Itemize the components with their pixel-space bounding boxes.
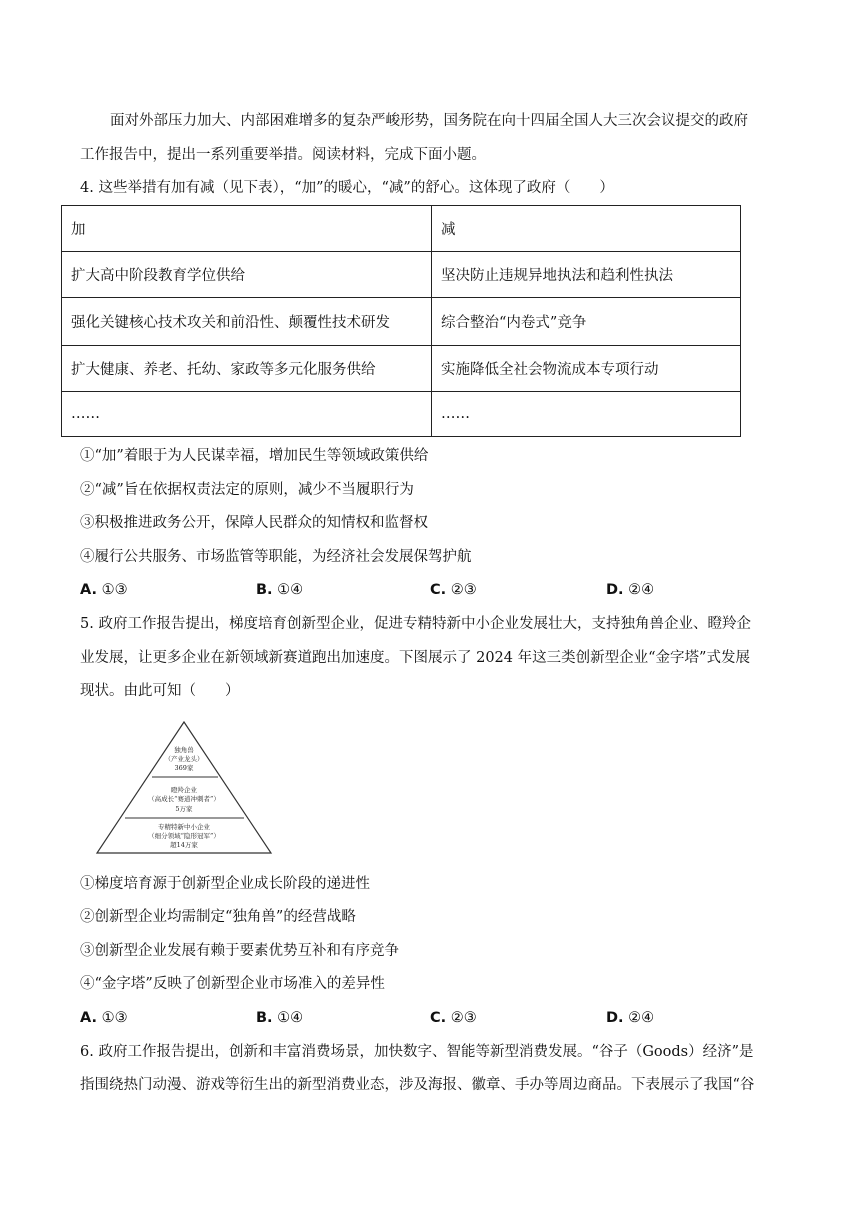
q4-option-c[interactable] bbox=[430, 580, 477, 600]
option-letter: A. bbox=[80, 1010, 97, 1026]
option-letter: C. bbox=[430, 1010, 447, 1026]
q5-option-a[interactable] bbox=[80, 1008, 128, 1028]
table-cell: 综合整治“内卷式”竞争 bbox=[432, 298, 741, 346]
table-cell: 扩大高中阶段教育学位供给 bbox=[62, 252, 432, 298]
q4-statement-3: ③积极推进政务公开，保障人民群众的知情权和监督权 bbox=[80, 515, 428, 531]
q5-stem-line-3: 现状。由此可知（ ） bbox=[80, 683, 240, 699]
table-row bbox=[62, 346, 741, 392]
intro-line-1: 面对外部压力加大、内部困难增多的复杂严峻形势，国务院在向十四届全国人大三次会议提交的政府 bbox=[110, 113, 748, 129]
table-cell: 扩大健康、养老、托幼、家政等多元化服务供给 bbox=[62, 346, 432, 392]
tier-3-name: 专精特新中小企业 bbox=[158, 823, 210, 831]
q4-statement-2: ②“减”旨在依据权责法定的原则，减少不当履职行为 bbox=[80, 482, 414, 498]
option-text: ②④ bbox=[628, 1010, 655, 1026]
option-letter: D. bbox=[606, 582, 624, 598]
q6-stem-line-1: 6. 政府工作报告提出，创新和丰富消费场景，加快数字、智能等新型消费发展。“谷子（Goods）经济”是 bbox=[80, 1044, 754, 1060]
option-text: ②③ bbox=[450, 582, 477, 598]
q4-stem: 4. 这些举措有加有减（见下表），“加”的暖心，“减”的舒心。这体现了政府（ ） bbox=[80, 180, 614, 196]
add-subtract-table bbox=[61, 205, 741, 437]
table-header-row bbox=[62, 206, 741, 252]
table-header-add: 加 bbox=[62, 206, 432, 252]
q4-option-b[interactable] bbox=[256, 580, 303, 600]
q4-option-a[interactable] bbox=[80, 580, 128, 600]
tier-3-desc: （细分领域“隐形冠军”） bbox=[148, 832, 220, 840]
q5-statement-1: ①梯度培育源于创新型企业成长阶段的递进性 bbox=[80, 876, 370, 892]
option-text: ①③ bbox=[101, 1010, 128, 1026]
table-cell: 实施降低全社会物流成本专项行动 bbox=[432, 346, 741, 392]
q5-statement-4: ④“金字塔”反映了创新型企业市场准入的差异性 bbox=[80, 976, 385, 992]
q5-stem-line-2: 业发展，让更多企业在新领域新赛道跑出加速度。下图展示了 2024 年这三类创新型企业“金字塔”式发展 bbox=[80, 650, 750, 666]
option-letter: A. bbox=[80, 582, 97, 598]
table-row bbox=[62, 392, 741, 437]
table-row bbox=[62, 252, 741, 298]
table-cell: …… bbox=[62, 392, 432, 437]
q5-statement-2: ②创新型企业均需制定“独角兽”的经营战略 bbox=[80, 909, 356, 925]
tier-2-desc: （高成长“赛道冲刺者”） bbox=[148, 795, 220, 803]
option-letter: B. bbox=[256, 1010, 273, 1026]
tier-2-name: 瞪羚企业 bbox=[171, 786, 197, 794]
tier-1-name: 独角兽 bbox=[174, 746, 194, 754]
q4-option-d[interactable] bbox=[606, 580, 654, 600]
intro-line-2: 工作报告中，提出一系列重要举措。阅读材料，完成下面小题。 bbox=[80, 147, 486, 163]
tier-1-desc: （产业龙头） bbox=[164, 755, 204, 763]
option-letter: C. bbox=[430, 582, 447, 598]
q4-statement-1: ①“加”着眼于为人民谋幸福，增加民生等领域政策供给 bbox=[80, 448, 429, 464]
option-text: ①④ bbox=[277, 1010, 304, 1026]
tier-3-count: 超14万家 bbox=[170, 841, 198, 849]
q5-option-b[interactable] bbox=[256, 1008, 303, 1028]
tier-1-count: 369家 bbox=[174, 764, 194, 772]
option-text: ①④ bbox=[277, 582, 304, 598]
table-header-subtract: 减 bbox=[432, 206, 741, 252]
q5-option-d[interactable] bbox=[606, 1008, 654, 1028]
option-text: ①③ bbox=[101, 582, 128, 598]
option-letter: B. bbox=[256, 582, 273, 598]
q5-statement-3: ③创新型企业发展有赖于要素优势互补和有序竞争 bbox=[80, 943, 399, 959]
option-text: ②③ bbox=[450, 1010, 477, 1026]
q6-stem-line-2: 指围绕热门动漫、游戏等衍生出的新型消费业态，涉及海报、徽章、手办等周边商品。下表展示了我国“谷 bbox=[80, 1077, 755, 1093]
table-cell: 坚决防止违规异地执法和趋利性执法 bbox=[432, 252, 741, 298]
q5-option-c[interactable] bbox=[430, 1008, 477, 1028]
table-cell: …… bbox=[432, 392, 741, 437]
q5-stem-line-1: 5. 政府工作报告提出，梯度培育创新型企业，促进专精特新中小企业发展壮大，支持独角兽企业、瞪羚企 bbox=[80, 616, 751, 632]
tier-2-count: 5万家 bbox=[175, 805, 193, 813]
table-cell: 强化关键核心技术攻关和前沿性、颠覆性技术研发 bbox=[62, 298, 432, 346]
table-row bbox=[62, 298, 741, 346]
innovation-pyramid-figure bbox=[95, 720, 275, 856]
option-text: ②④ bbox=[628, 582, 655, 598]
option-letter: D. bbox=[606, 1010, 624, 1026]
q4-statement-4: ④履行公共服务、市场监管等职能，为经济社会发展保驾护航 bbox=[80, 549, 472, 565]
